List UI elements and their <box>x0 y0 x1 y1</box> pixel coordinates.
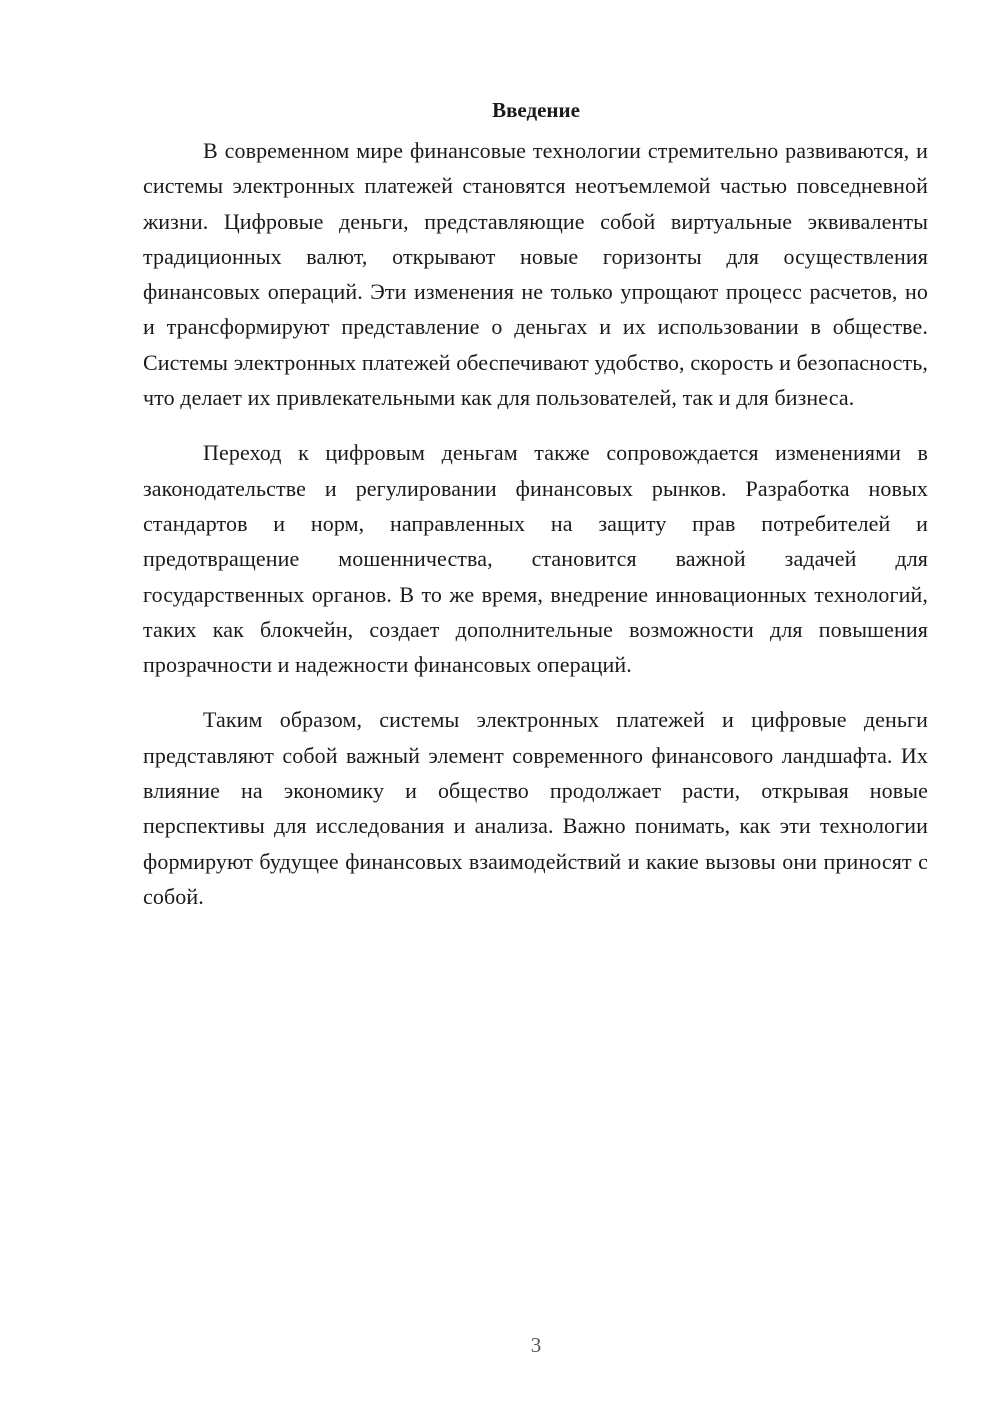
page-content <box>143 95 928 934</box>
paragraph-2: Переход к цифровым деньгам также сопровождается изменениями в законодательстве и регулировании финансовых рынков. Разработка новых стандартов и норм, направленных на защиту прав потребителей и предотвращение мошенничества, становится важной задачей для государственных органов. В то же время, внедрение инновационных технологий, таких как блокчейн, создает дополнительные возможности для повышения прозрачности и надежности финансовых операций. <box>143 440 928 678</box>
section-title: Введение <box>492 98 580 122</box>
paragraph-1: В современном мире финансовые технологии стремительно развиваются, и системы электронных платежей становятся неотъемлемой частью повседневной жизни. Цифровые деньги, представляющие собой виртуальные эквиваленты традиционных валют, открывают новые горизонты для осуществления финансовых операций. Эти изменения не только упрощают процесс расчетов, но и трансформируют представление о деньгах и их использовании в обществе. Системы электронных платежей обеспечивают удобство, скорость и безопасность, что делает их привлекательными как для пользователей, так и для бизнеса. <box>143 138 928 411</box>
paragraph-3: Таким образом, системы электронных платежей и цифровые деньги представляют собой важный элемент современного финансового ландшафта. Их влияние на экономику и общество продолжает расти, открывая новые перспективы для исследования и анализа. Важно понимать, как эти технологии формируют будущее финансовых взаимодействий и какие вызовы они приносят с собой. <box>143 707 928 909</box>
page-number: 3 <box>530 1333 542 1357</box>
